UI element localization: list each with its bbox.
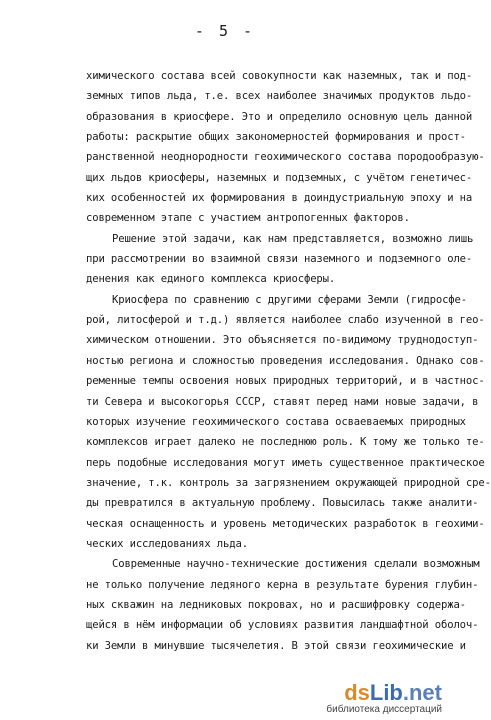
text-line: Криосфера по сравнению с другими сферами Земли (гидросфе- <box>112 293 467 306</box>
watermark-logo <box>326 682 442 704</box>
text-line: при рассмотрении во взаимной связи наземного и подземного оле- <box>86 253 473 266</box>
logo-part-lib: Lib <box>369 680 403 705</box>
paragraph <box>86 554 480 656</box>
paragraph <box>86 229 474 290</box>
text-line: перь подобные исследования могут иметь существенное практическое <box>86 456 485 469</box>
text-line: земных типов льда, т.е. всех наиболее значимых продуктов льдо- <box>86 90 473 103</box>
text-line: не только получение ледяного керна в результате бурения глубин- <box>86 578 479 591</box>
text-line: образования в криосфере. Это и определило основную цель данной <box>86 110 473 123</box>
text-line: Решение этой задачи, как нам представляется, возможно лишь <box>112 232 474 245</box>
text-line: щих льдов криосферы, наземных и подземных, с учётом генетичес- <box>86 171 473 184</box>
text-line: химическом отношении. Это объясняется по-видимому труднодоступ- <box>86 334 479 347</box>
text-line: ностью региона и сложностью проведения исследования. Однако сов- <box>86 354 485 367</box>
watermark <box>326 682 442 716</box>
text-line: ческая оснащенность и уровень методических разработок в геохими- <box>86 517 485 530</box>
text-line: которых изучение геохимического состава осваеваемых природных <box>86 415 466 428</box>
paragraph <box>86 66 485 229</box>
text-line: современном этапе с участием антропогенных факторов. <box>86 212 410 225</box>
text-line: денения как единого комплекса криосферы. <box>86 273 336 286</box>
text-line: химического состава всей совокупности как наземных, так и под- <box>86 70 473 82</box>
text-line: ных скважин на ледниковых покровах, но и расшифровку содержа- <box>86 598 466 611</box>
logo-part-net: .net <box>402 680 442 705</box>
page-number: - 5 - <box>194 22 256 40</box>
document-body <box>86 66 491 656</box>
text-line: щейся в нём информации об условиях развития ландшафтной оболоч- <box>86 619 479 632</box>
text-line: ческих исследованиях льда. <box>86 537 248 550</box>
text-line: ти Севера и высокогорья СССР, ставят перед нами новые задачи, в <box>86 395 479 408</box>
text-line: ранственной неоднородности геохимического состава породообразую- <box>86 151 485 164</box>
text-line: значение, т.к. контроль за загрязнением окружающей природной сре- <box>86 476 491 489</box>
text-line: комплексов играет далеко не последнюю роль. К тому же только те- <box>86 436 485 449</box>
text-line: ких особенностей их формирования в доиндустриальную эпоху и на <box>86 192 473 205</box>
logo-part-ds: ds <box>344 680 370 705</box>
text-line: рой, литосферой и т.д.) является наиболее слабо изученной в гео- <box>86 314 485 327</box>
text-line: работы: раскрытие общих закономерностей формирования и прост- <box>86 131 466 144</box>
watermark-subtitle: библиотека диссертаций <box>326 704 442 715</box>
text-line: Современные научно-технические достижения сделали возможным <box>112 558 480 571</box>
text-line: ременные темпы освоения новых природных территорий, и в частнос- <box>86 375 485 388</box>
paragraph <box>86 290 491 554</box>
text-line: ки Земли в минувшие тысячелетия. В этой связи геохимические и <box>86 639 466 652</box>
text-line: ды превратился в актуальную проблему. Повысилась также аналити- <box>86 497 479 510</box>
